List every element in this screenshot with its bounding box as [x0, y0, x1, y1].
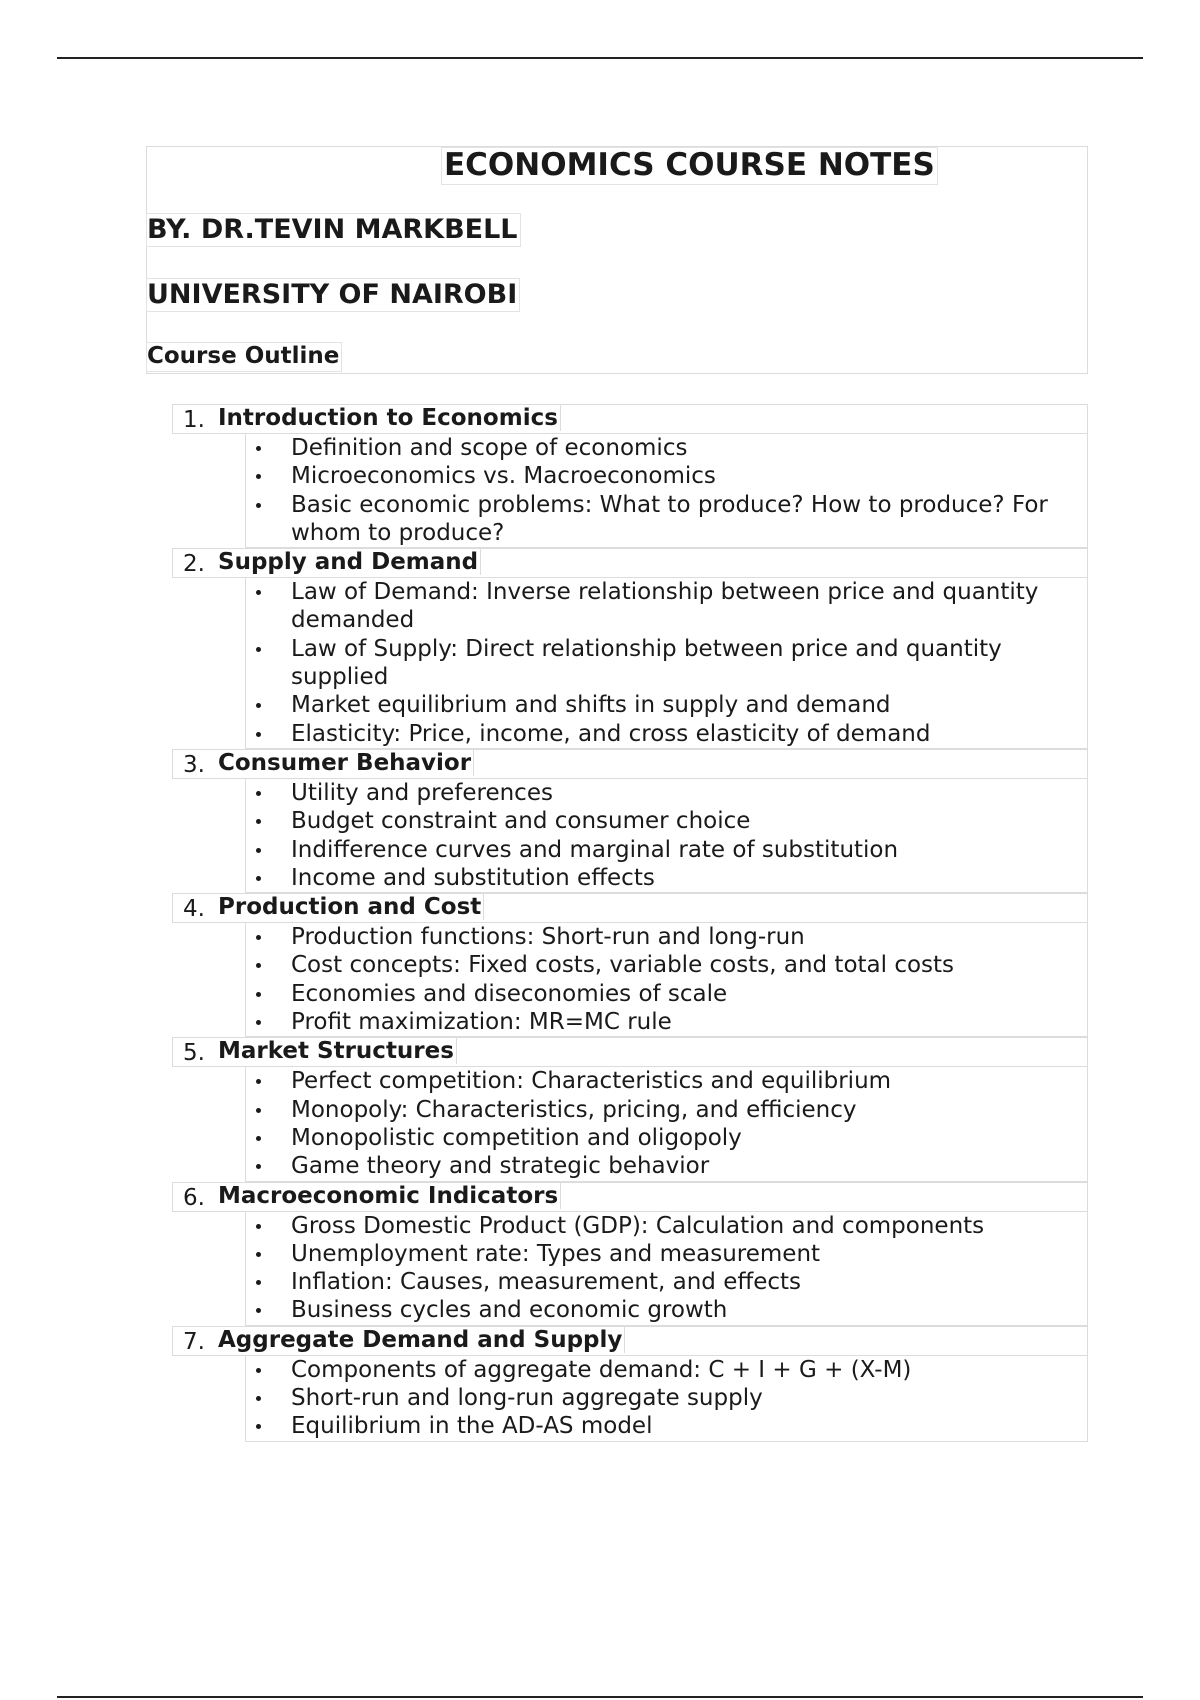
section-number: 3.: [183, 751, 205, 778]
document-title: ECONOMICS COURSE NOTES: [441, 147, 938, 185]
list-item: Law of Supply: Direct relationship between price and quantity supplied: [246, 635, 1087, 692]
section-bullet-list: [245, 578, 1088, 749]
list-item: Unemployment rate: Types and measurement: [246, 1240, 1087, 1268]
course-outline-heading: Course Outline: [146, 342, 342, 372]
section-title: Production and Cost: [218, 894, 484, 920]
list-item: Law of Demand: Inverse relationship between price and quantity demanded: [246, 578, 1087, 635]
list-item: Monopolistic competition and oligopoly: [246, 1124, 1087, 1152]
list-item: Profit maximization: MR=MC rule: [246, 1008, 1087, 1036]
section-title: Consumer Behavior: [218, 750, 474, 776]
section-bullet-list: [245, 923, 1088, 1037]
section-heading: [172, 1182, 1088, 1212]
section-title: Macroeconomic Indicators: [218, 1183, 561, 1209]
list-item: Monopoly: Characteristics, pricing, and efficiency: [246, 1096, 1087, 1124]
list-item: Perfect competition: Characteristics and equilibrium: [246, 1067, 1087, 1095]
section-heading: [172, 548, 1088, 578]
list-item: Definition and scope of economics: [246, 434, 1087, 462]
list-item: Production functions: Short-run and long-run: [246, 923, 1087, 951]
section-title: Introduction to Economics: [218, 405, 561, 431]
document-university: UNIVERSITY OF NAIROBI: [146, 278, 520, 312]
section-number: 1.: [183, 407, 205, 433]
section-bullet-list: [245, 1356, 1088, 1442]
list-item: Economies and diseconomies of scale: [246, 980, 1087, 1008]
section-heading: [172, 893, 1088, 923]
list-item: Microeconomics vs. Macroeconomics: [246, 462, 1087, 490]
list-item: Utility and preferences: [246, 779, 1087, 807]
section-heading: [172, 1037, 1088, 1067]
list-item: Inflation: Causes, measurement, and effects: [246, 1268, 1087, 1296]
section-heading: [172, 1326, 1088, 1356]
section-title: Market Structures: [218, 1038, 457, 1064]
bottom-rule: [57, 1696, 1143, 1698]
list-item: Income and substitution effects: [246, 864, 1087, 892]
list-item: Indifference curves and marginal rate of substitution: [246, 836, 1087, 864]
course-outline-list: [172, 404, 1088, 1442]
list-item: Equilibrium in the AD-AS model: [246, 1412, 1087, 1440]
section-number: 2.: [183, 551, 205, 578]
list-item: Game theory and strategic behavior: [246, 1152, 1087, 1180]
list-item: Cost concepts: Fixed costs, variable costs, and total costs: [246, 951, 1087, 979]
section-number: 5.: [183, 1040, 205, 1067]
section-bullet-list: [245, 434, 1088, 548]
section-heading: [172, 404, 1088, 434]
list-item: Market equilibrium and shifts in supply and demand: [246, 691, 1087, 719]
top-rule: [57, 57, 1143, 59]
section-number: 6.: [183, 1184, 205, 1211]
list-item: Short-run and long-run aggregate supply: [246, 1384, 1087, 1412]
list-item: Gross Domestic Product (GDP): Calculation and components: [246, 1212, 1087, 1240]
list-item: Budget constraint and consumer choice: [246, 807, 1087, 835]
document-header: [146, 146, 1088, 374]
section-bullet-list: [245, 1067, 1088, 1181]
list-item: Business cycles and economic growth: [246, 1296, 1087, 1324]
section-number: 7.: [183, 1328, 205, 1355]
section-bullet-list: [245, 1212, 1088, 1326]
document-author: BY. DR.TEVIN MARKBELL: [146, 213, 521, 247]
section-title: Supply and Demand: [218, 549, 481, 575]
section-heading: [172, 749, 1088, 779]
section-title: Aggregate Demand and Supply: [218, 1327, 625, 1353]
list-item: Basic economic problems: What to produce? How to produce? For whom to produce?: [246, 491, 1087, 548]
list-item: Components of aggregate demand: C + I + G + (X-M): [246, 1356, 1087, 1384]
section-number: 4.: [183, 896, 205, 923]
list-item: Elasticity: Price, income, and cross elasticity of demand: [246, 720, 1087, 748]
section-bullet-list: [245, 779, 1088, 893]
